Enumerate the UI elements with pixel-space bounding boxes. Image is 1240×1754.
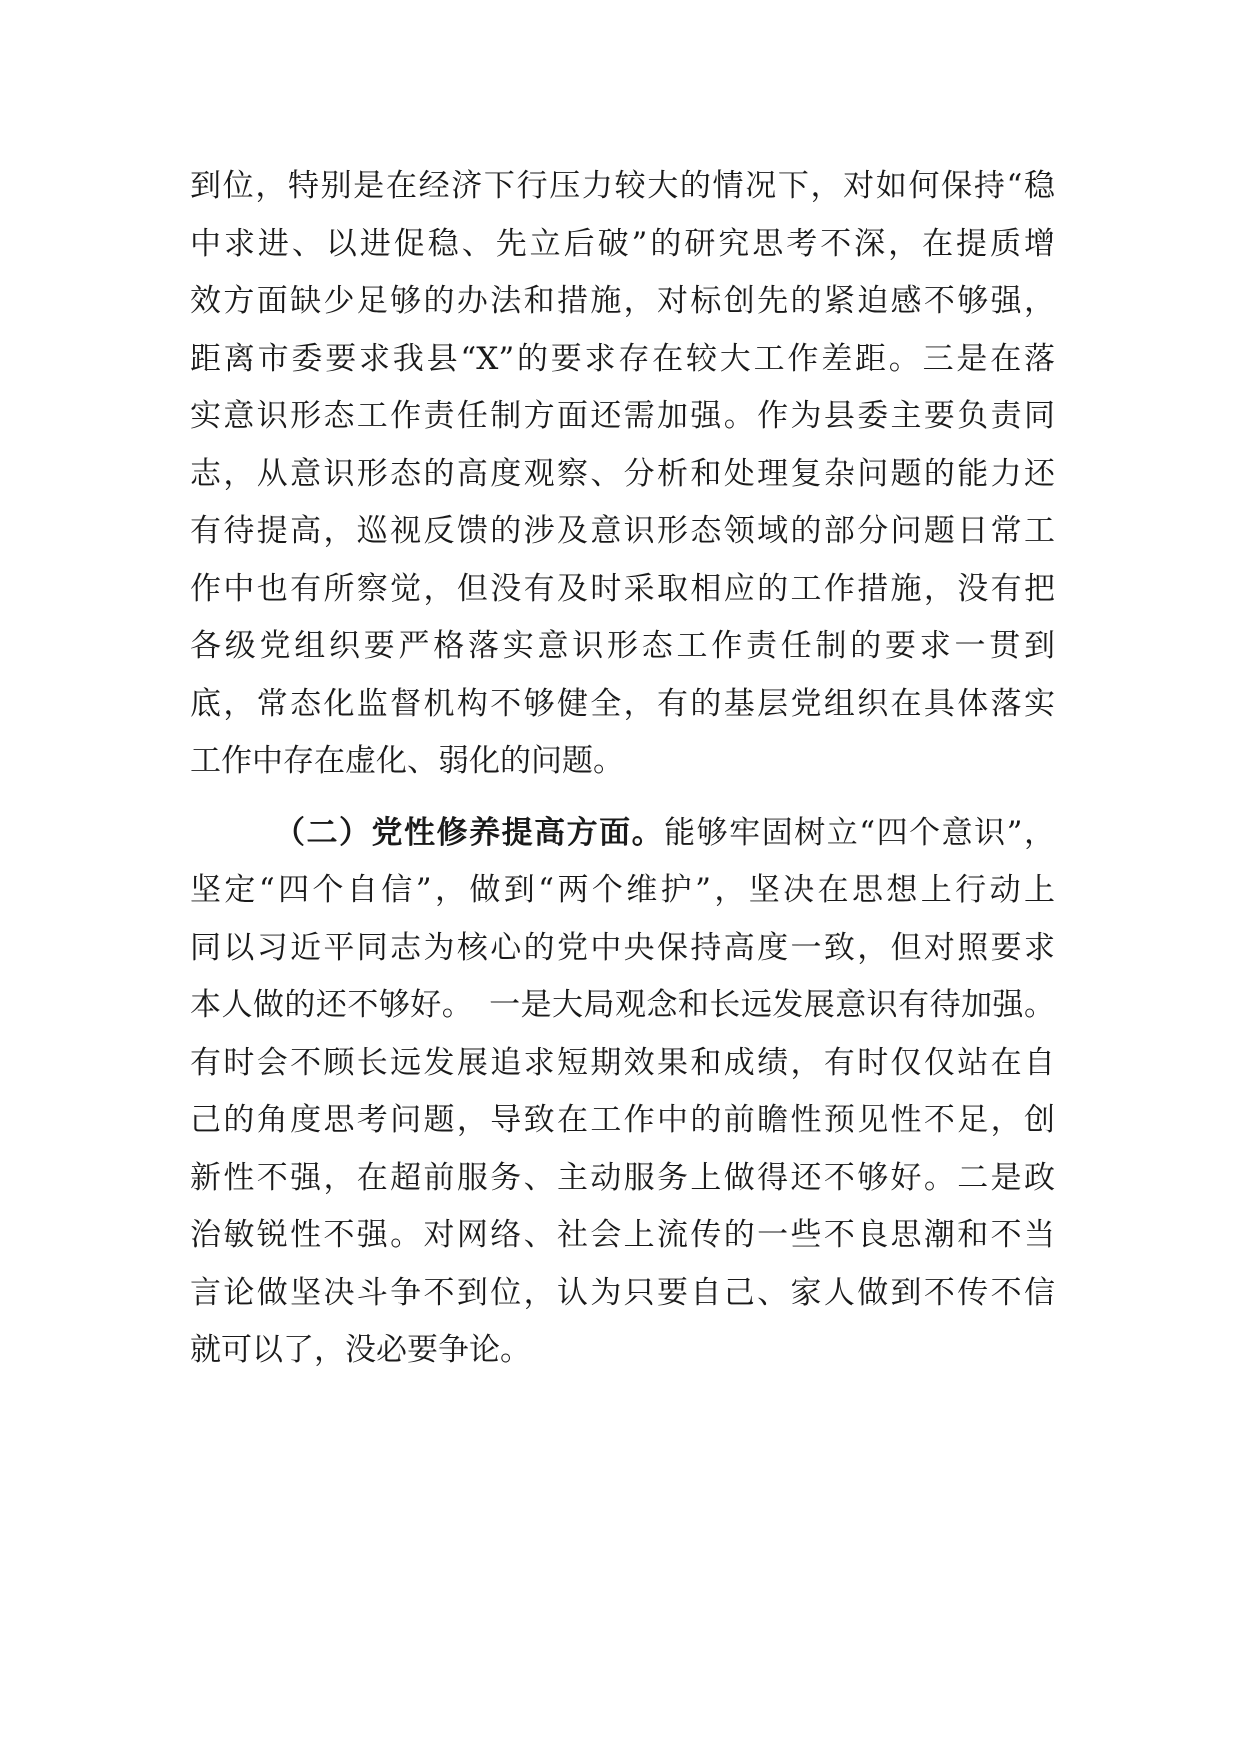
text-line: 作中也有所察觉，但没有及时采取相应的工作措施，没有把: [190, 570, 1055, 607]
text-line: 就可以了，没必要争论。: [190, 1332, 531, 1368]
paragraph-ideology-responsibility: [190, 158, 1055, 791]
text-line: 实意识形态工作责任制方面还需加强。作为县委主要负责同: [190, 398, 1055, 434]
paragraph-party-spirit: [190, 805, 1055, 1380]
text-line: 底，常态化监督机构不够健全，有的基层党组织在具体落实: [190, 685, 1055, 722]
text-line: 中求进、以进促稳、先立后破”的研究思考不深，在提质增: [190, 225, 1055, 262]
text-line: 各级党组织要严格落实意识形态工作责任制的要求一贯到: [190, 628, 1055, 664]
text-line: 治敏锐性不强。对网络、社会上流传的一些不良思潮和不当: [190, 1217, 1055, 1253]
section-heading-line: [190, 805, 1055, 863]
text-line: 己的角度思考问题，导致在工作中的前瞻性预见性不足，创: [190, 1102, 1055, 1138]
text-line: 同以习近平同志为核心的党中央保持高度一致，但对照要求: [190, 929, 1055, 966]
text-line: 有待提高，巡视反馈的涉及意识形态领域的部分问题日常工: [190, 513, 1055, 549]
text-line: 坚定“四个自信”，做到“两个维护”，坚决在思想上行动上: [190, 872, 1055, 908]
text-line: 有时会不顾长远发展追求短期效果和成绩，有时仅仅站在自: [190, 1044, 1055, 1081]
text-line: 距离市委要求我县“X”的要求存在较大工作差距。三是在落: [190, 340, 1055, 377]
text-line: 效方面缺少足够的办法和措施，对标创先的紧迫感不够强，: [190, 283, 1055, 319]
text-line: 工作中存在虚化、弱化的问题。: [190, 743, 624, 779]
section-heading: （二）党性修养提高方面。: [274, 814, 665, 851]
text-line: 新性不强，在超前服务、主动服务上做得还不够好。二是政: [190, 1159, 1055, 1196]
heading-line-text: 能够牢固树立“四个意识”，: [664, 814, 1055, 851]
text-line: 到位，特别是在经济下行压力较大的情况下，对如何保持“稳: [190, 168, 1055, 204]
text-line: 言论做坚决斗争不到位，认为只要自己、家人做到不传不信: [190, 1274, 1055, 1311]
text-line: 本人做的还不够好。 一是大局观念和长远发展意识有待加强。: [190, 987, 1055, 1023]
body-text: [190, 158, 1055, 1380]
text-line: 志，从意识形态的高度观察、分析和处理复杂问题的能力还: [190, 455, 1055, 492]
